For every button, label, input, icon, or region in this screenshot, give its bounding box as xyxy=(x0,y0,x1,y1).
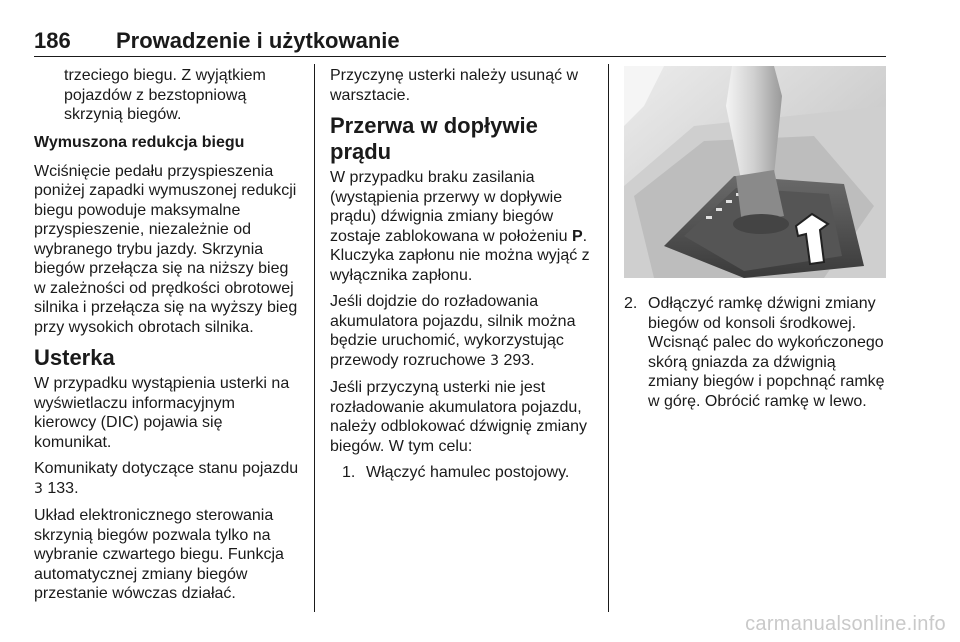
step-number: 1. xyxy=(342,464,356,481)
status-messages-text: Komunikaty dotyczące stanu pojazdu xyxy=(34,460,299,477)
steps-list xyxy=(330,463,594,483)
gear-lever-drawing xyxy=(624,66,886,278)
paragraph-continued: trzeciego biegu. Z wyjątkiem pojazdów z bezstopniową skrzynią biegów. xyxy=(64,67,266,123)
heading-kickdown: Wymuszona redukcja biegu xyxy=(34,133,245,151)
column-divider xyxy=(314,64,315,612)
column-middle xyxy=(330,66,594,483)
list-item xyxy=(624,294,886,411)
step-text: Odłączyć ramkę dźwigni zmiany biegów od konsoli środkowej. Wcisnąć palec do wykończonego skórą gniazda za dźwignią zmiany biegów i popchnąć ramkę w górę. Obrócić ramkę w lewo. xyxy=(648,295,885,410)
page-title: Prowadzenie i użytkowanie xyxy=(116,28,400,53)
page-reference-icon: 3 xyxy=(34,480,43,497)
heading-fault: Usterka xyxy=(34,345,115,370)
step-number: 2. xyxy=(624,295,638,312)
page-number: 186 xyxy=(34,28,71,53)
paragraph-electronic-control: Układ elektronicznego sterowania skrzynią biegów pozwala tylko na wybranie czwartego biegu. Funkcja automatycznej zmiany biegów przestanie wówczas działać. xyxy=(34,507,284,602)
paragraph-power-interruption xyxy=(330,168,594,285)
gear-lever-illustration xyxy=(624,66,886,278)
step-text: Włączyć hamulec postojowy. xyxy=(366,464,570,481)
paragraph-battery xyxy=(330,292,594,371)
list-item xyxy=(342,463,594,483)
heading-power-interruption: Przerwa w dopływie prądu xyxy=(330,113,538,164)
power-text-post: . Kluczyka zapłonu nie można wyjąć z wyłącznika zapłonu. xyxy=(330,227,590,284)
battery-page-ref: 293. xyxy=(503,351,535,369)
steps-list xyxy=(624,294,886,411)
page-header xyxy=(34,28,886,57)
watermark: carmanualsonline.info xyxy=(745,613,946,635)
page-reference-icon: 3 xyxy=(490,352,499,369)
paragraph-kickdown: Wciśnięcie pedału przyspieszenia poniżej zapadki wymuszonej redukcji biegu powoduje maksymalne przyspieszenie, niezależnie od wybranego trybu jazdy. Skrzynia biegów przełącza się na niższy bieg w zależności od prędkości obrotowej silnika i przełącza się na wyższy bieg przy wysokich obrotach silnika. xyxy=(34,162,298,336)
gear-position-p: P xyxy=(571,227,583,245)
battery-text: Jeśli dojdzie do rozładowania akumulatora pojazdu, silnik można będzie uruchomić, wykorzystując przewody rozruchowe xyxy=(330,293,576,369)
paragraph-workshop: Przyczynę usterki należy usunąć w warsztacie. xyxy=(330,67,579,104)
paragraph-fault: W przypadku wystąpienia usterki na wyświetlaczu informacyjnym kierowcy (DIC) pojawia się komunikat. xyxy=(34,375,290,451)
power-text-pre: W przypadku braku zasilania (wystąpienia przerwy w dopływie prądu) dźwignia zmiany biegów zostaje zablokowana w położeniu xyxy=(330,169,568,245)
column-divider xyxy=(608,64,609,612)
paragraph-unlock: Jeśli przyczyną usterki nie jest rozładowanie akumulatora pojazdu, należy odblokować dźwignię zmiany biegów. W tym celu: xyxy=(330,379,588,455)
column-left xyxy=(34,66,300,611)
column-right xyxy=(624,290,886,411)
paragraph-status-messages xyxy=(34,459,300,499)
status-messages-page-ref: 133. xyxy=(47,479,79,497)
